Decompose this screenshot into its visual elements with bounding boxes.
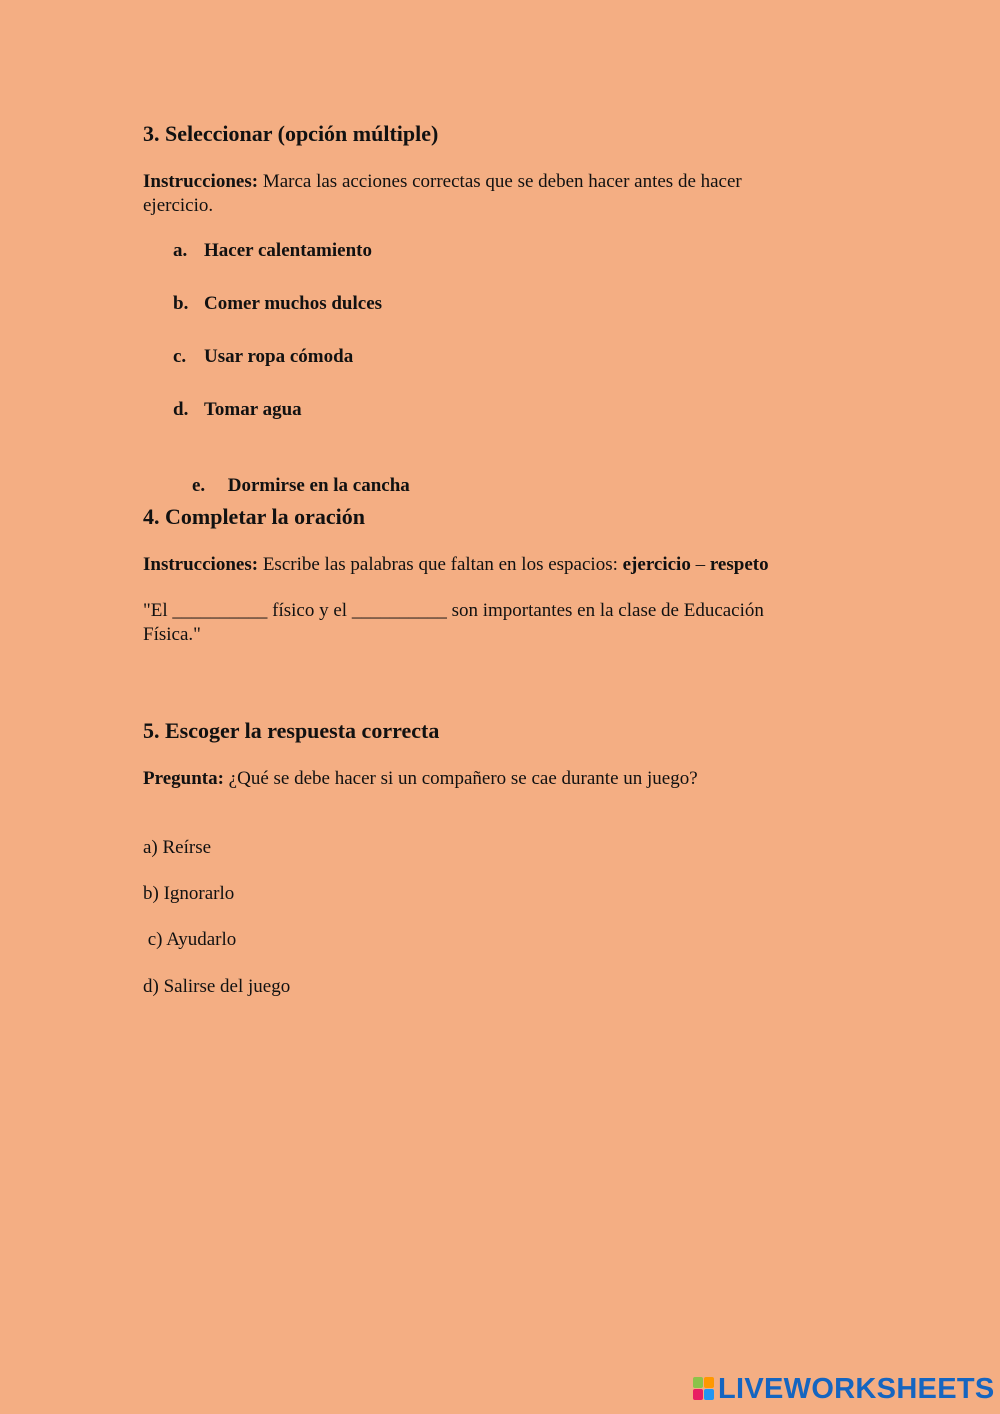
section-4-instructions — [143, 553, 863, 577]
instructions-text-cont: ejercicio. — [143, 195, 214, 216]
option-letter: d. — [173, 399, 189, 420]
section-5-heading: 5. Escoger la respuesta correcta — [143, 718, 440, 743]
option-text: Tomar agua — [204, 399, 302, 420]
option-text: Hacer calentamiento — [204, 240, 372, 261]
instructions-text: Escribe las palabras que faltan en los espacios: — [258, 554, 623, 575]
section-4-heading: 4. Completar la oración — [143, 504, 366, 529]
option-text: Usar ropa cómoda — [204, 346, 354, 367]
instructions-label: Instrucciones: — [143, 554, 259, 575]
section-3-instructions — [143, 170, 843, 218]
sentence-line-1: "El __________ físico y el __________ son importantes en la clase de Educación — [143, 600, 764, 621]
sentence-line-2: Física." — [143, 624, 201, 645]
option-letter: a. — [173, 240, 188, 261]
word-bank-2: respeto — [709, 554, 769, 575]
answer-b[interactable]: b) Ignorarlo — [143, 883, 235, 904]
option-d[interactable] — [173, 399, 302, 421]
instructions-text: Marca las acciones correctas que se deben hacer antes de hacer — [258, 171, 742, 192]
option-letter: e. — [192, 475, 206, 496]
liveworksheets-wordmark: LIVEWORKSHEETS — [718, 1373, 995, 1405]
option-text: Dormirse en la cancha — [223, 475, 410, 496]
liveworksheets-logo — [693, 1374, 995, 1404]
answer-c[interactable]: c) Ayudarlo — [143, 929, 237, 950]
answer-d[interactable]: d) Salirse del juego — [143, 976, 291, 997]
word-bank-1: ejercicio — [622, 554, 691, 575]
section-3-heading: 3. Seleccionar (opción múltiple) — [143, 121, 439, 146]
option-c[interactable] — [173, 346, 353, 368]
option-a[interactable] — [173, 240, 372, 262]
fill-in-sentence[interactable] — [143, 599, 863, 647]
question — [143, 767, 698, 791]
instructions-label: Instrucciones: — [143, 171, 259, 192]
option-letter: b. — [173, 293, 189, 314]
question-text: ¿Qué se debe hacer si un compañero se cae durante un juego? — [223, 768, 698, 789]
answer-a[interactable]: a) Reírse — [143, 837, 212, 858]
option-letter: c. — [173, 346, 187, 367]
option-text: Comer muchos dulces — [204, 293, 383, 314]
word-separator: – — [690, 554, 710, 575]
option-b[interactable] — [173, 293, 382, 315]
question-label: Pregunta: — [143, 768, 224, 789]
liveworksheets-icon — [693, 1377, 715, 1401]
